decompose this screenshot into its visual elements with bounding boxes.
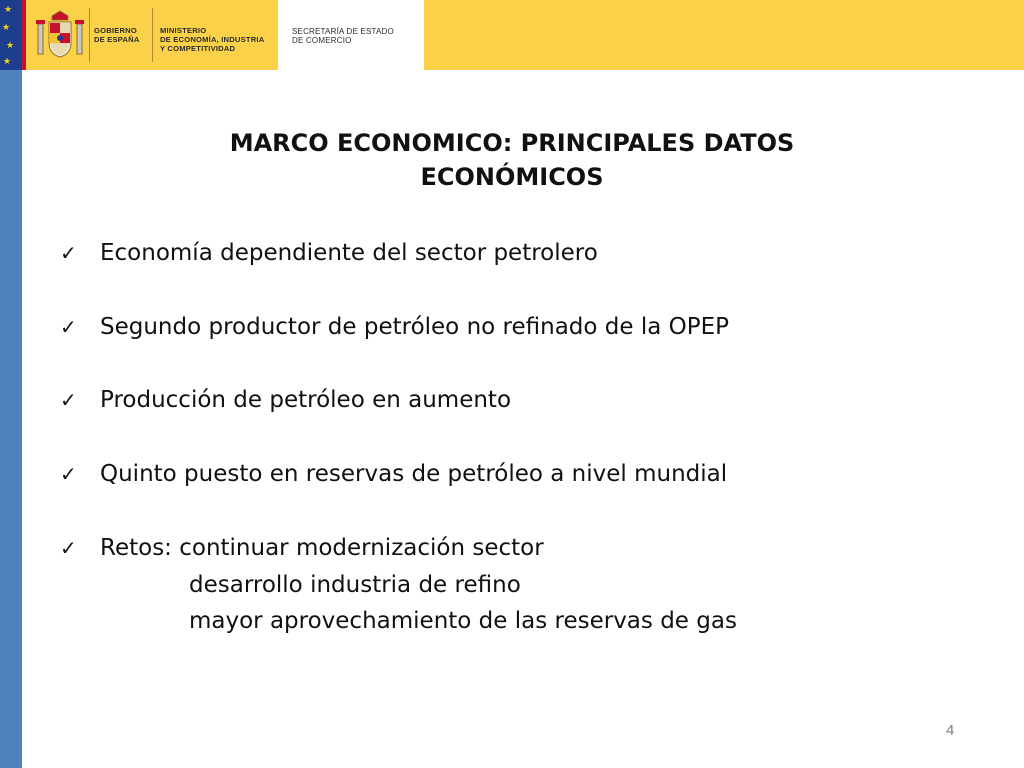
header-divider <box>89 8 90 62</box>
title-line-2: ECONÓMICOS <box>420 163 604 191</box>
page-number: 4 <box>946 722 955 739</box>
ministerio-label: MINISTERIO DE ECONOMÍA, INDUSTRIA Y COMPETITIVIDAD <box>160 26 265 53</box>
left-sidebar-stripe <box>0 70 22 768</box>
header-divider <box>152 8 153 62</box>
retos-sub-line: desarrollo industria de refino <box>189 572 521 598</box>
checkmark-icon: ✓ <box>60 241 77 265</box>
checkmark-icon: ✓ <box>60 462 77 486</box>
spain-coat-of-arms-icon <box>34 10 86 60</box>
checkmark-icon: ✓ <box>60 388 77 412</box>
flag-stripe <box>22 0 26 70</box>
eu-stars-icon: ★ ★ ★ ★ <box>0 0 22 70</box>
slide-title <box>120 126 904 194</box>
checkmark-icon: ✓ <box>60 315 77 339</box>
title-line-1: MARCO ECONOMICO: PRINCIPALES DATOS <box>229 129 795 157</box>
header-band <box>0 0 1024 70</box>
gobierno-label: GOBIERNO DE ESPAÑA <box>94 26 140 44</box>
retos-sub-line: mayor aprovechamiento de las reservas de gas <box>189 608 737 634</box>
checkmark-icon: ✓ <box>60 536 77 560</box>
secretaria-label: SECRETARÍA DE ESTADO DE COMERCIO <box>292 27 394 45</box>
